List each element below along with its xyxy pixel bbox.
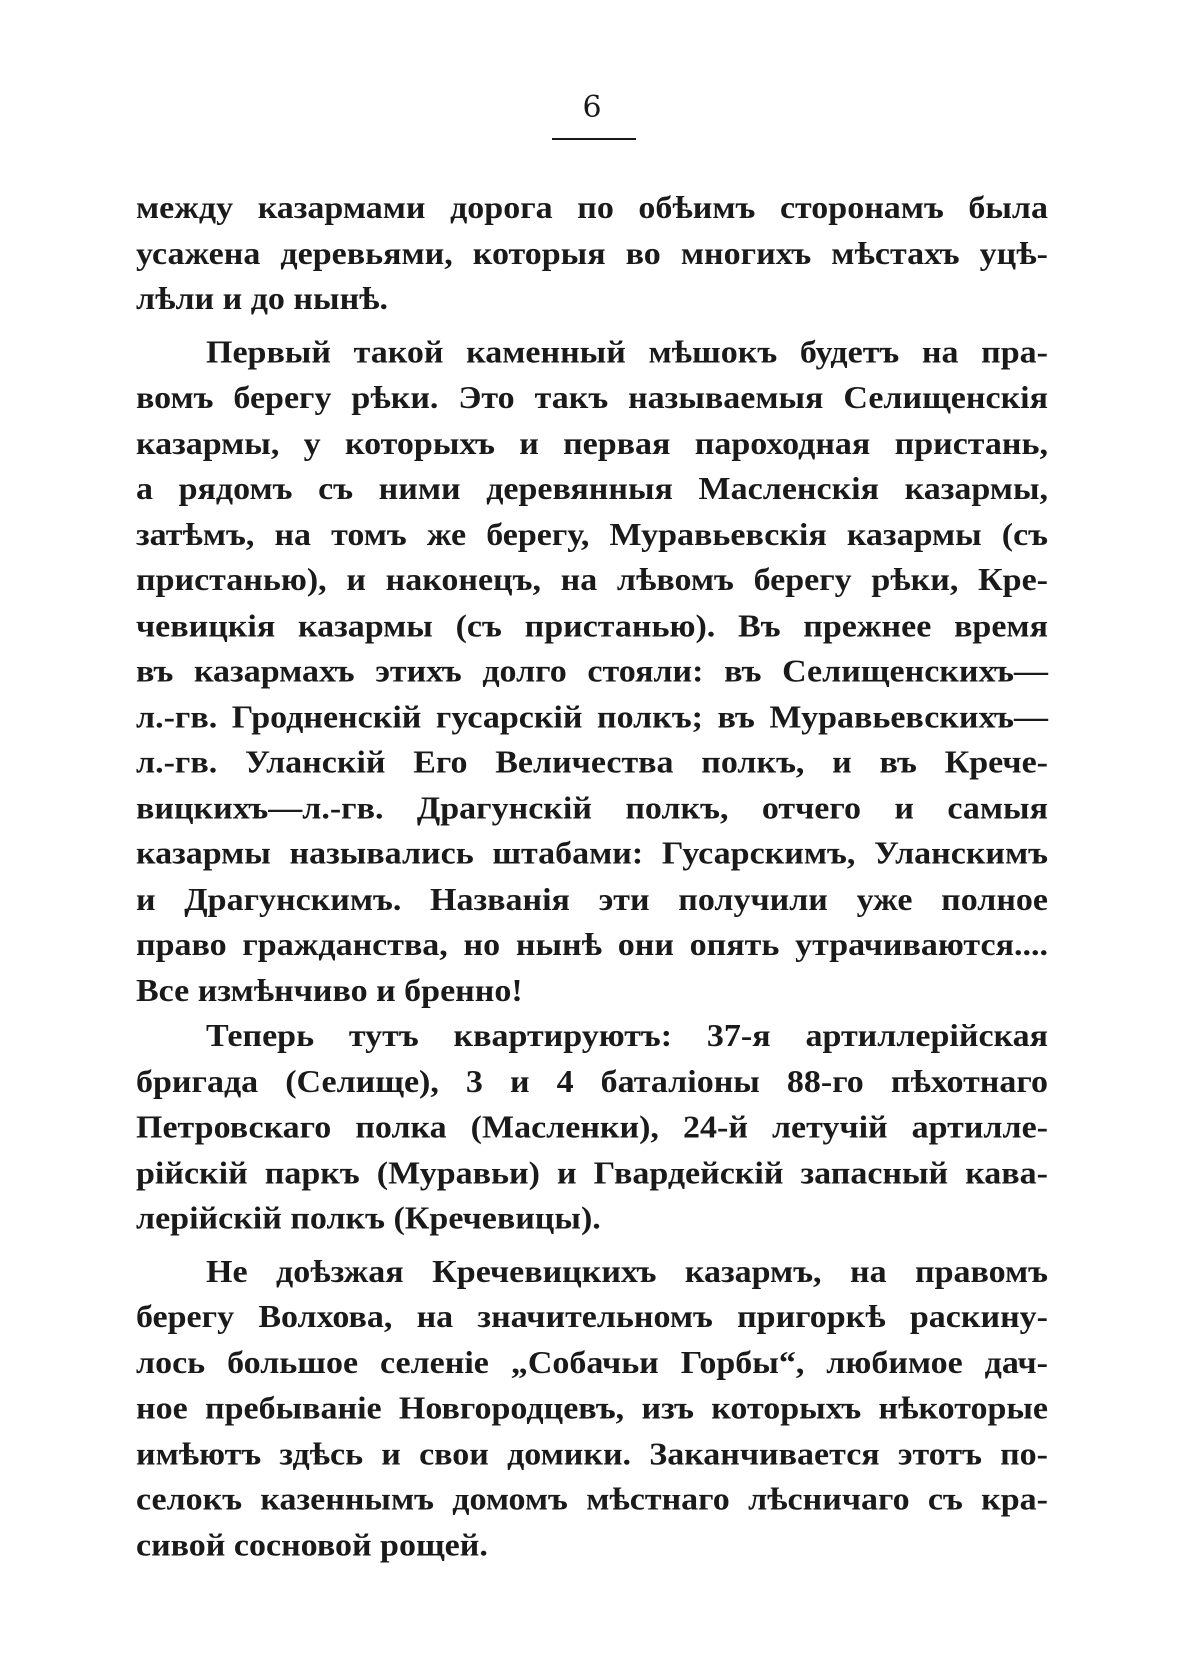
text-line: сивой сосновой рощей. xyxy=(136,1527,488,1563)
text-line: селокъ казеннымъ домомъ мѣстнаго лѣсничаго съ кра- xyxy=(136,1482,1048,1518)
text-line: казармы назывались штабами: Гусарскимъ, Уланскимъ xyxy=(136,836,1048,872)
text-line: а рядомъ съ ними деревянныя Масленскія казармы, xyxy=(136,471,1048,507)
paragraph xyxy=(136,1250,1048,1569)
paragraph xyxy=(136,1014,1048,1242)
text-line: Первый такой каменный мѣшокъ будетъ на пра- xyxy=(206,334,1048,370)
text-line: затѣмъ, на томъ же берегу, Муравьевскія казармы (съ xyxy=(136,517,1048,553)
text-line: Не доѣзжая Кречевицкихъ казармъ, на правомъ xyxy=(206,1254,1048,1290)
text-line: Теперь тутъ квартируютъ: 37-я артиллерійская xyxy=(206,1018,1048,1054)
text-line: Петровскаго полка (Масленки), 24-й летучій артилле- xyxy=(136,1110,1048,1145)
text-line: бригада (Селище), 3 и 4 баталіоны 88-го пѣхотнаго xyxy=(136,1064,1048,1100)
text-line: пристанью), и наконецъ, на лѣвомъ берегу рѣки, Кре- xyxy=(136,562,1048,598)
text-line: лѣли и до нынѣ. xyxy=(136,281,389,317)
text-line: берегу Волхова, на значительномъ пригоркѣ раскину- xyxy=(136,1299,1048,1335)
text-line: казармы, у которыхъ и первая пароходная пристань, xyxy=(136,426,1048,461)
paragraph xyxy=(136,186,1048,323)
text-line: вомъ берегу рѣки. Это такъ называемыя Селищенскія xyxy=(136,380,1048,416)
text-line: Все измѣнчиво и бренно! xyxy=(136,973,523,1009)
text-line: л.-гв. Уланскій Его Величества полкъ, и въ Крече- xyxy=(136,745,1048,781)
text-line: и Драгунскимъ. Названія эти получили уже полное xyxy=(136,882,1048,917)
text-line: лерійскій полкъ (Кречевицы). xyxy=(136,1201,601,1236)
text-line: право гражданства, но нынѣ они опять утрачиваются.... xyxy=(136,927,1048,963)
text-line: лось большое селеніе „Собачьи Горбы“, любимое дач- xyxy=(136,1345,1048,1381)
body-text xyxy=(136,186,1048,1569)
text-line: усажена деревьями, которыя во многихъ мѣстахъ уцѣ- xyxy=(136,236,1048,272)
text-line: въ казармахъ этихъ долго стояли: въ Селищенскихъ— xyxy=(136,654,1048,689)
text-line: вицкихъ—л.-гв. Драгунскій полкъ, отчего и самыя xyxy=(136,790,1048,826)
page-number: 6 xyxy=(582,90,602,125)
text-line: рійскій паркъ (Муравьи) и Гвардейскій запасный кава- xyxy=(136,1155,1048,1191)
text-line: между казармами дорога по обѣимъ сторонамъ была xyxy=(136,190,1048,226)
page-number-rule xyxy=(552,138,636,140)
text-line: ное пребываніе Новгородцевъ, изъ которыхъ нѣкоторые xyxy=(136,1391,1048,1426)
paragraph xyxy=(136,330,1048,1014)
text-line: имѣютъ здѣсь и свои домики. Заканчивается этотъ по- xyxy=(136,1436,1048,1472)
text-line: л.-гв. Гродненскій гусарскій полкъ; въ Муравьевскихъ— xyxy=(136,699,1048,735)
text-line: чевицкія казармы (съ пристанью). Въ прежнее время xyxy=(136,608,1048,644)
